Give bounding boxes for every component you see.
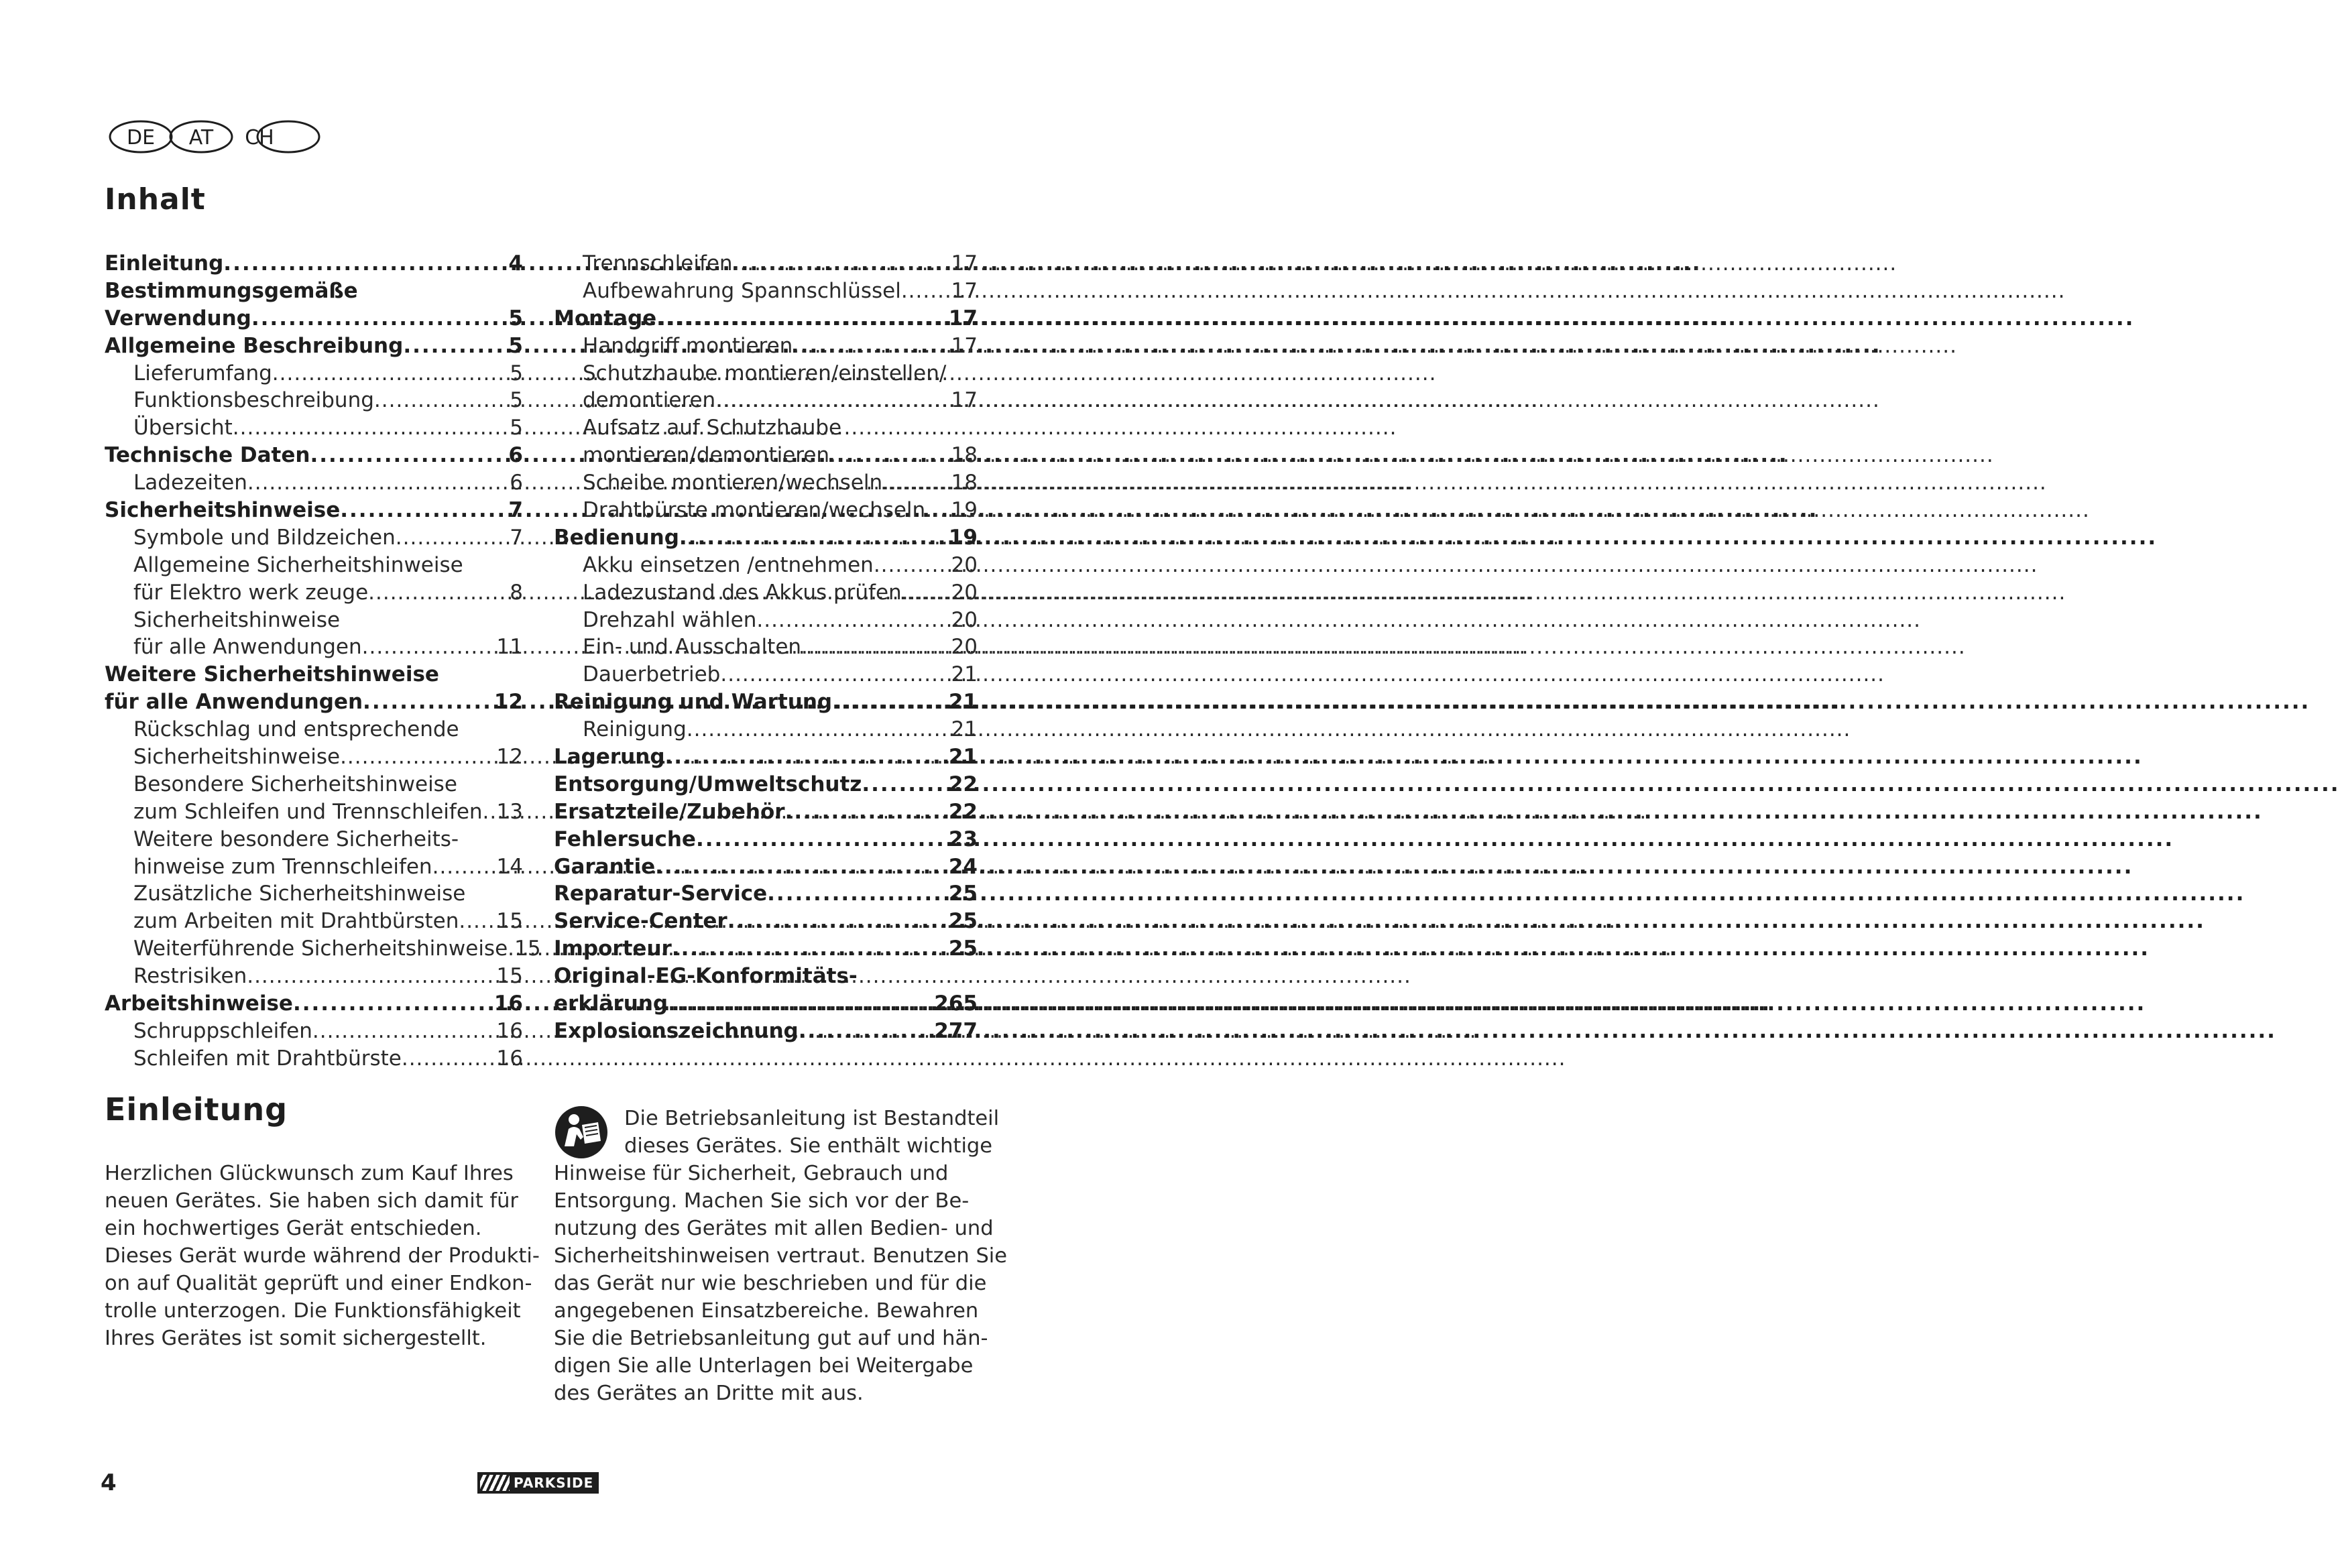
toc-entry-title: Dauerbetrieb bbox=[583, 662, 721, 687]
toc-entry-sub bbox=[105, 826, 523, 853]
toc-entry-title: Ein- und Ausschalten bbox=[583, 635, 802, 660]
toc-entry-sub bbox=[554, 607, 978, 634]
toc-entry-page: 17 bbox=[948, 306, 978, 330]
toc-entry-sub bbox=[554, 661, 978, 688]
toc-entry-title: Scheibe montieren/wechseln bbox=[583, 471, 883, 495]
toc-dot-leader bbox=[696, 826, 949, 853]
toc-entry-title: Original-EG-Konformitäts- bbox=[554, 964, 858, 989]
toc-dot-leader bbox=[483, 798, 497, 826]
toc-entry-sub bbox=[554, 634, 978, 661]
toc-entry-sub bbox=[554, 552, 978, 579]
toc-entry-page: 18 bbox=[951, 443, 978, 468]
toc-entry-page: 4 bbox=[508, 251, 523, 276]
toc-entry-sub bbox=[105, 963, 523, 990]
toc-dot-leader bbox=[715, 387, 951, 414]
toc-entry-title: Reinigung und Wartung bbox=[554, 690, 833, 715]
toc-dot-leader bbox=[656, 305, 949, 333]
toc-dot-leader bbox=[251, 305, 509, 333]
toc-dot-leader bbox=[655, 853, 949, 881]
toc-dot-leader bbox=[874, 552, 951, 579]
toc-entry-page: 20 bbox=[951, 635, 978, 660]
toc-entry-page: 17 bbox=[951, 388, 978, 413]
toc-entry-title: Fehlersuche bbox=[554, 827, 696, 851]
brand-logo bbox=[477, 1472, 599, 1494]
toc-entry-title: Einleitung bbox=[105, 251, 224, 276]
notice-line: Die Betriebsanleitung ist Bestandteil bbox=[624, 1107, 1000, 1130]
toc-dot-leader bbox=[363, 688, 494, 716]
toc-entry-page: 23 bbox=[948, 827, 978, 851]
toc-entry-sub bbox=[105, 607, 523, 634]
toc-entry-title: Verwendung bbox=[105, 306, 251, 330]
toc-dot-leader bbox=[720, 661, 951, 688]
toc-entry-page: 18 bbox=[951, 471, 978, 495]
toc-entry-title: Übersicht bbox=[133, 416, 233, 440]
toc-entry-title: Aufbewahrung Spannschlüssel bbox=[583, 278, 901, 303]
toc-entry-title: Drahtbürste montieren/wechseln bbox=[583, 498, 926, 523]
notice-paragraph bbox=[554, 1105, 1008, 1407]
toc-entry-page: 11 bbox=[496, 635, 523, 660]
toc-entry-title: Zusätzliche Sicherheitshinweise bbox=[133, 882, 466, 906]
toc-dot-leader bbox=[901, 278, 951, 305]
toc-entry-page: 7 bbox=[508, 498, 523, 523]
toc-entry-title: Besondere Sicherheitshinweise bbox=[133, 772, 457, 796]
toc-dot-leader bbox=[432, 853, 497, 881]
toc-dot-leader bbox=[247, 963, 496, 990]
toc-entry-sub bbox=[105, 1045, 523, 1073]
toc-entry-title: Schutzhaube montieren/einstellen/ bbox=[583, 361, 947, 385]
toc-entry-sub bbox=[105, 880, 523, 908]
toc-entry-title: Weitere besondere Sicherheits- bbox=[133, 827, 459, 851]
toc-entry-title: Bestimmungsgemäße bbox=[105, 278, 358, 303]
toc-entry-page: 22 bbox=[948, 772, 978, 796]
toc-entry-page: 17 bbox=[951, 333, 978, 358]
intro-line: neuen Gerätes. Sie haben sich damit für bbox=[105, 1189, 518, 1213]
toc-entry-main bbox=[105, 497, 523, 524]
toc-entry-title: für Elektro werk zeuge bbox=[133, 580, 369, 605]
toc-entry-page: 25 bbox=[948, 909, 978, 934]
toc-dot-leader bbox=[799, 1018, 935, 1045]
toc-entry-sub bbox=[105, 360, 523, 387]
toc-entry-title: für alle Anwendungen bbox=[105, 690, 363, 715]
toc-entry-sub bbox=[105, 935, 541, 963]
toc-entry-page: 5 bbox=[510, 361, 523, 385]
toc-entry-page: 16 bbox=[496, 1046, 523, 1071]
toc-entry-title: Lieferumfang bbox=[133, 361, 272, 385]
toc-entry-title: Entsorgung/Umweltschutz bbox=[554, 772, 862, 796]
toc-entry-title: Allgemeine Sicherheitshinweise bbox=[133, 552, 463, 577]
toc-entry-sub bbox=[105, 469, 523, 497]
toc-entry-sub bbox=[105, 853, 523, 881]
toc-entry-title: montieren/demontieren bbox=[583, 443, 830, 468]
toc-entry-page: 15 bbox=[496, 909, 523, 934]
notice-line: Entsorgung. Machen Sie sich vor der Be- bbox=[554, 1189, 970, 1213]
toc-entry-sub bbox=[105, 716, 523, 743]
toc-entry-page: 22 bbox=[948, 799, 978, 824]
toc-dot-leader bbox=[310, 442, 508, 469]
toc-entry-sub bbox=[105, 1018, 523, 1045]
notice-line: nutzung des Gerätes mit allen Bedien- und bbox=[554, 1217, 994, 1240]
toc-entry-sub bbox=[105, 387, 523, 414]
toc-entry-title: Rückschlag und entsprechende bbox=[133, 717, 459, 742]
toc-dot-leader bbox=[340, 743, 496, 771]
toc-entry-sub bbox=[554, 469, 978, 497]
toc-entry-page: 17 bbox=[951, 251, 978, 276]
notice-line: Sie die Betriebsanleitung gut auf und hän- bbox=[554, 1327, 988, 1350]
toc-dot-leader bbox=[793, 333, 951, 360]
toc-entry-sub bbox=[105, 552, 523, 579]
toc-heading: Inhalt bbox=[105, 182, 206, 217]
toc-entry-sub bbox=[554, 360, 978, 387]
toc-entry-title: Bedienung bbox=[554, 525, 679, 550]
toc-entry-main bbox=[554, 853, 978, 881]
toc-dot-leader bbox=[727, 908, 949, 935]
toc-entry-page: 25 bbox=[948, 882, 978, 906]
toc-entry-title: Aufsatz auf Schutzhaube bbox=[583, 416, 842, 440]
toc-entry-sub bbox=[105, 771, 523, 798]
toc-entry-page: 19 bbox=[948, 525, 978, 550]
notice-line: dieses Gerätes. Sie enthält wichtige bbox=[624, 1134, 993, 1158]
toc-entry-main bbox=[105, 278, 523, 305]
toc-entry-title: Trennschleifen bbox=[583, 251, 733, 276]
notice-line: angegebenen Einsatzbereiche. Bewahren bbox=[554, 1299, 979, 1323]
notice-line: Hinweise für Sicherheit, Gebrauch und bbox=[554, 1162, 949, 1185]
intro-paragraph bbox=[105, 1160, 540, 1352]
toc-dot-leader bbox=[902, 579, 951, 607]
toc-entry-sub bbox=[554, 579, 978, 607]
toc-dot-leader bbox=[312, 1018, 497, 1045]
toc-entry-sub bbox=[554, 387, 978, 414]
toc-entry-page: 24 bbox=[948, 854, 978, 879]
toc-entry-title: Weiterführende Sicherheitshinweise bbox=[133, 937, 508, 961]
toc-entry-sub bbox=[105, 414, 523, 442]
intro-heading: Einleitung bbox=[105, 1091, 288, 1128]
toc-entry-title: Akku einsetzen /entnehmen bbox=[583, 552, 874, 577]
toc-entry-main bbox=[554, 743, 978, 771]
toc-entry-title: Technische Daten bbox=[105, 443, 310, 468]
toc-entry-page: 21 bbox=[951, 717, 978, 742]
toc-entry-page: 5 bbox=[510, 388, 523, 413]
country-flags bbox=[109, 119, 323, 154]
toc-dot-leader bbox=[767, 880, 949, 908]
toc-dot-leader bbox=[368, 579, 510, 607]
toc-entry-main bbox=[554, 524, 978, 552]
toc-entry-title: Arbeitshinweise bbox=[105, 991, 293, 1016]
toc-entry-title: Sicherheitshinweise bbox=[133, 745, 341, 770]
toc-entry-sub bbox=[105, 743, 523, 771]
toc-dot-leader bbox=[672, 935, 949, 963]
intro-line: Herzlichen Glückwunsch zum Kauf Ihres bbox=[105, 1162, 514, 1185]
toc-dot-leader bbox=[862, 771, 949, 798]
toc-entry-main bbox=[105, 305, 523, 333]
intro-line: Ihres Gerätes ist somit sichergestellt. bbox=[105, 1327, 487, 1350]
flag-de: DE bbox=[126, 126, 156, 149]
toc-entry-main bbox=[105, 442, 523, 469]
toc-entry-main bbox=[105, 688, 523, 716]
toc-entry-sub bbox=[554, 716, 978, 743]
toc-entry-title: Ladezustand des Akkus prüfen bbox=[583, 580, 902, 605]
toc-entry-page: 5 bbox=[508, 306, 523, 330]
toc-dot-leader bbox=[340, 497, 508, 524]
toc-entry-title: Sicherheitshinweise bbox=[105, 498, 341, 523]
toc-entry-sub bbox=[105, 908, 523, 935]
toc-entry-title: Reparatur-Service bbox=[554, 882, 768, 906]
toc-entry-page: 19 bbox=[951, 498, 978, 523]
intro-line: ein hochwertiges Gerät entschieden. bbox=[105, 1217, 482, 1240]
toc-entry-page: 25 bbox=[948, 937, 978, 961]
toc-entry-page: 12 bbox=[493, 690, 523, 715]
toc-entry-title: Lagerung bbox=[554, 745, 665, 770]
toc-entry-title: Handgriff montieren bbox=[583, 333, 793, 358]
toc-dot-leader bbox=[402, 1045, 497, 1073]
flag-ch: CH bbox=[245, 126, 274, 149]
notice-line: digen Sie alle Unterlagen bei Weitergabe bbox=[554, 1354, 974, 1378]
intro-line: Dieses Gerät wurde während der Produkti- bbox=[105, 1244, 540, 1268]
toc-entry-main bbox=[554, 826, 978, 853]
toc-entry-title: Ersatzteile/Zubehör bbox=[554, 799, 785, 824]
toc-entry-page: 8 bbox=[510, 580, 523, 605]
toc-entry-title: Funktionsbeschreibung bbox=[133, 388, 374, 413]
toc-entry-title: Drehzahl wählen bbox=[583, 607, 757, 632]
toc-entry-title: Explosionszeichnung bbox=[554, 1018, 799, 1043]
toc-dot-leader bbox=[247, 469, 510, 497]
toc-entry-title: zum Arbeiten mit Drahtbürsten bbox=[133, 909, 459, 934]
toc-dot-leader bbox=[687, 716, 951, 743]
toc-entry-main bbox=[554, 771, 978, 798]
toc-entry-main bbox=[554, 798, 978, 826]
toc-entry-page: 20 bbox=[951, 552, 978, 577]
toc-entry-title: demontieren bbox=[583, 388, 716, 413]
toc-entry-title: Ladezeiten bbox=[133, 471, 247, 495]
toc-entry-sub bbox=[554, 442, 978, 469]
toc-entry-title: Schleifen mit Drahtbürste bbox=[133, 1046, 402, 1071]
toc-dot-leader bbox=[665, 743, 949, 771]
toc-entry-page: 21 bbox=[948, 690, 978, 715]
toc-dot-leader bbox=[223, 250, 508, 278]
toc-entry-page: 5 bbox=[508, 333, 523, 358]
toc-entry-title: für alle Anwendungen bbox=[133, 635, 362, 660]
toc-entry-sub bbox=[105, 579, 523, 607]
toc-entry-main bbox=[554, 305, 978, 333]
toc-dot-leader bbox=[756, 607, 951, 634]
toc-dot-leader bbox=[362, 634, 497, 661]
toc-right-column bbox=[554, 250, 978, 1045]
toc-entry-main bbox=[554, 935, 978, 963]
toc-entry-page: 20 bbox=[951, 580, 978, 605]
toc-entry-main bbox=[105, 990, 523, 1018]
toc-entry-sub bbox=[554, 278, 978, 305]
toc-dot-leader bbox=[459, 908, 496, 935]
toc-entry-sub bbox=[554, 250, 978, 278]
toc-dot-leader bbox=[508, 935, 514, 963]
toc-entry-page: 7 bbox=[510, 525, 523, 550]
toc-entry-main bbox=[554, 1018, 978, 1045]
toc-dot-leader bbox=[403, 333, 508, 360]
toc-entry-page: 16 bbox=[496, 1018, 523, 1043]
toc-entry-title: Schruppschleifen bbox=[133, 1018, 312, 1043]
toc-entry-title: Importeur bbox=[554, 937, 672, 961]
toc-entry-page: 6 bbox=[508, 443, 523, 468]
toc-entry-title: Reinigung bbox=[583, 717, 687, 742]
toc-entry-title: Allgemeine Beschreibung bbox=[105, 333, 404, 358]
toc-dot-leader bbox=[832, 688, 949, 716]
toc-entry-title: hinweise zum Trennschleifen bbox=[133, 854, 432, 879]
toc-left-column bbox=[105, 250, 541, 1073]
toc-entry-main bbox=[554, 908, 978, 935]
toc-entry-sub bbox=[554, 414, 978, 442]
toc-dot-leader bbox=[679, 524, 949, 552]
toc-entry-title: Garantie bbox=[554, 854, 656, 879]
notice-line: Sicherheitshinweisen vertraut. Benutzen Sie bbox=[554, 1244, 1008, 1268]
toc-entry-page: 20 bbox=[951, 607, 978, 632]
toc-entry-sub bbox=[554, 497, 978, 524]
toc-entry-title: Weitere Sicherheitshinweise bbox=[105, 662, 439, 687]
toc-entry-page: 21 bbox=[948, 745, 978, 770]
notice-line: des Gerätes an Dritte mit aus. bbox=[554, 1382, 864, 1405]
toc-entry-page: 5 bbox=[510, 416, 523, 440]
toc-entry-title: Sicherheitshinweise bbox=[133, 607, 341, 632]
toc-dot-leader bbox=[272, 360, 510, 387]
toc-dot-leader bbox=[396, 524, 510, 552]
toc-dot-leader bbox=[668, 990, 934, 1018]
toc-dot-leader bbox=[293, 990, 494, 1018]
intro-line: trolle unterzogen. Die Funktionsfähigkeit bbox=[105, 1299, 521, 1323]
toc-entry-title: Symbole und Bildzeichen bbox=[133, 525, 396, 550]
toc-entry-page: 277 bbox=[934, 1018, 978, 1043]
toc-entry-page: 12 bbox=[496, 745, 523, 770]
toc-entry-main bbox=[105, 661, 523, 688]
brand-name: PARKSIDE bbox=[514, 1475, 594, 1491]
toc-entry-title: Restrisiken bbox=[133, 964, 247, 989]
intro-line: on auf Qualität geprüft und einer Endkon- bbox=[105, 1272, 532, 1295]
toc-dot-leader bbox=[801, 634, 951, 661]
toc-entry-page: 15 bbox=[514, 937, 541, 961]
toc-entry-sub bbox=[554, 333, 978, 360]
toc-entry-page: 13 bbox=[496, 799, 523, 824]
toc-dot-leader bbox=[733, 250, 951, 278]
toc-entry-title: zum Schleifen und Trennschleifen bbox=[133, 799, 483, 824]
toc-entry-sub bbox=[105, 634, 523, 661]
toc-entry-title: erklärung bbox=[554, 991, 668, 1016]
toc-entry-page: 265 bbox=[934, 991, 978, 1016]
toc-dot-leader bbox=[882, 469, 951, 497]
brand-stripes-icon bbox=[480, 1475, 510, 1491]
toc-entry-main bbox=[554, 990, 978, 1018]
toc-entry-main bbox=[105, 250, 523, 278]
toc-dot-leader bbox=[785, 798, 949, 826]
toc-entry-title: Service-Center bbox=[554, 909, 727, 934]
toc-dot-leader bbox=[829, 442, 951, 469]
toc-entry-page: 16 bbox=[493, 991, 523, 1016]
country-code-ovals-icon bbox=[109, 119, 323, 154]
toc-entry-main bbox=[105, 333, 523, 360]
toc-entry-sub bbox=[105, 798, 523, 826]
toc-entry-page: 15 bbox=[496, 964, 523, 989]
toc-dot-leader bbox=[233, 414, 510, 442]
toc-entry-page: 17 bbox=[951, 278, 978, 303]
flag-at: AT bbox=[188, 126, 214, 149]
toc-dot-leader bbox=[374, 387, 510, 414]
toc-entry-page: 14 bbox=[496, 854, 523, 879]
toc-entry-main bbox=[554, 688, 978, 716]
toc-entry-main bbox=[554, 963, 978, 990]
notice-line: das Gerät nur wie beschrieben und für die bbox=[554, 1272, 987, 1295]
toc-entry-sub bbox=[105, 524, 523, 552]
page-number: 4 bbox=[101, 1469, 117, 1496]
toc-entry-page: 6 bbox=[510, 471, 523, 495]
toc-entry-page: 21 bbox=[951, 662, 978, 687]
toc-dot-leader bbox=[925, 497, 951, 524]
toc-entry-main bbox=[554, 880, 978, 908]
toc-entry-title: Montage bbox=[554, 306, 657, 330]
